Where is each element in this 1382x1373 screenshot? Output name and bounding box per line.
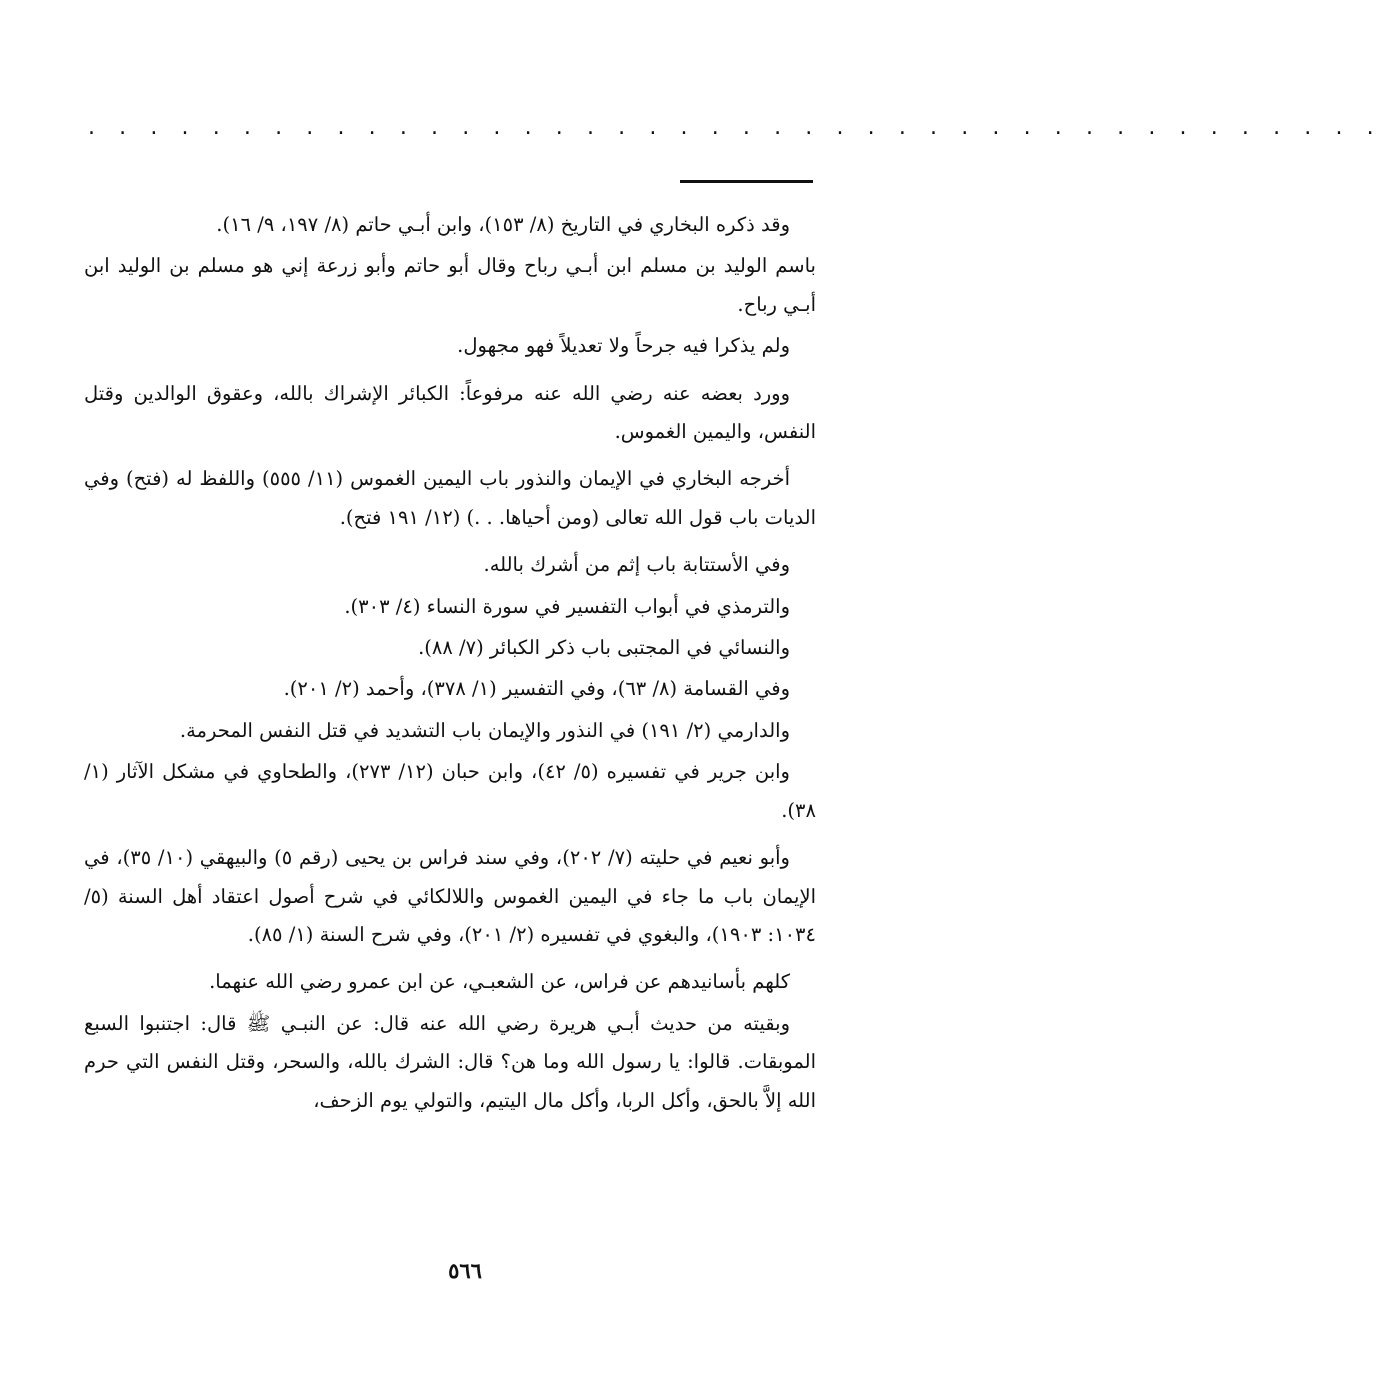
paragraph: ولم يذكرا فيه جرحاً ولا تعديلاً فهو مجهول. bbox=[457, 334, 790, 358]
paragraph: وورد بعضه عنه رضي الله عنه مرفوعاً: الكبائر الإشراك بالله، وعقوق الوالدين وقتل النفس، واليمين الغموس. bbox=[84, 381, 816, 444]
paragraph: وبقيته من حديث أبـي هريرة رضي الله عنه قال: عن النبـي ﷺ قال: اجتنبوا السبع الموبقات. قالوا: يا رسول الله وما هن؟ قال: الشرك بالله، والسحر، وقتل النفس التي حرم الله إلاَّ بالحق، وأكل الربا، وأكل مال اليتيم، والتولي يوم الزحف، bbox=[84, 1011, 816, 1112]
footnote-text bbox=[84, 206, 816, 1129]
paragraph: وفي الأستتابة باب إثم من أشرك بالله. bbox=[483, 553, 790, 577]
paragraph: وابن جرير في تفسيره (٥/ ٤٢)، وابن حبان (١٢/ ٢٧٣)، والطحاوي في مشكل الآثار (١/ ٣٨). bbox=[84, 760, 816, 822]
paragraph: وفي القسامة (٨/ ٦٣)، وفي التفسير (١/ ٣٧٨)، وأحمد (٢/ ٢٠١). bbox=[283, 677, 790, 701]
dotted-separator: . . . . . . . . . . . . . . . . . . . . . . . . . . . . . . . . . . . . . . . . . . bbox=[88, 115, 1382, 140]
paragraph: وقد ذكره البخاري في التاريخ (٨/ ١٥٣)، وابن أبـي حاتم (٨/ ١٩٧، ٩/ ١٦). bbox=[216, 213, 790, 236]
page-number: ٥٦٦ bbox=[448, 1258, 482, 1283]
paragraph: والدارمي (٢/ ١٩١) في النذور والإيمان باب التشديد في قتل النفس المحرمة. bbox=[179, 718, 790, 742]
paragraph: وأبو نعيم في حليته (٧/ ٢٠٢)، وفي سند فراس بن يحيى (رقم ٥) والبيهقي (١٠/ ٣٥)، في الإيمان باب ما جاء في اليمين الغموس واللالكائي في شرح أصول اعتقاد أهل السنة (٥/ ١٠٣٤: ١٩٠٣)، والبغوي في تفسيره (٢/ ٢٠١)، وفي شرح السنة (١/ ٨٥). bbox=[84, 846, 816, 946]
paragraph: والنسائي في المجتبى باب ذكر الكبائر (٧/ ٨٨). bbox=[418, 636, 790, 660]
paragraph: والترمذي في أبواب التفسير في سورة النساء (٤/ ٣٠٣). bbox=[344, 594, 790, 618]
paragraph: أخرجه البخاري في الإيمان والنذور باب اليمين الغموس (١١/ ٥٥٥) واللفظ له (فتح) وفي الديات باب قول الله تعالى (ومن أحياها. . .) (١٢/ ١٩١ فتح). bbox=[84, 467, 816, 529]
footnote-rule bbox=[680, 180, 813, 183]
paragraph: باسم الوليد بن مسلم ابن أبـي رباح وقال أبو حاتم وأبو زرعة إني هو مسلم بن الوليد ابن أبـي رباح. bbox=[84, 254, 816, 316]
paragraph: كلهم بأسانيدهم عن فراس، عن الشعبـي، عن ابن عمرو رضي الله عنهما. bbox=[209, 970, 790, 994]
